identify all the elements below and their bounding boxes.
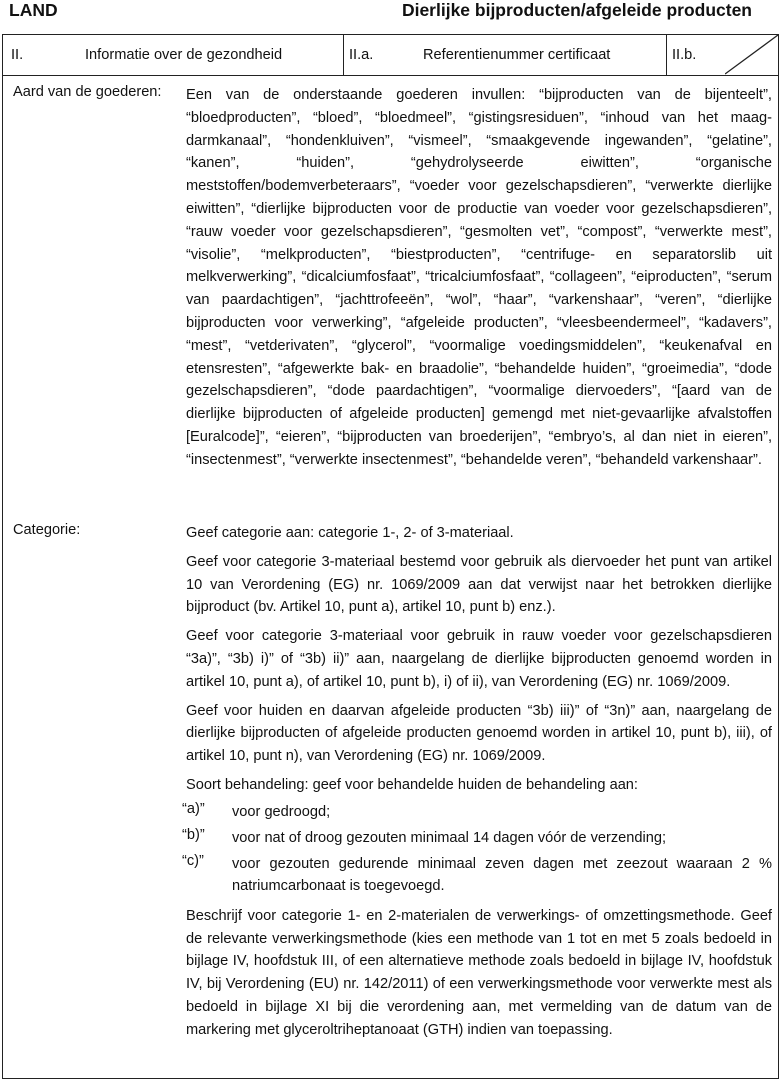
section-divider xyxy=(666,35,667,75)
sub-b-number: II.b. xyxy=(672,47,697,63)
categorie-label: Categorie: xyxy=(13,522,81,538)
content-box xyxy=(2,76,779,1079)
treatment-item xyxy=(182,826,772,853)
diagonal-strike xyxy=(725,35,778,75)
document-title: Dierlijke bijproducten/afgeleide producten xyxy=(401,0,752,20)
sub-a-number: II.a. xyxy=(349,47,374,63)
treatment-intro: Soort behandeling: geef voor behandelde huiden de behandeling aan: xyxy=(186,776,638,793)
categorie-paragraph: Geef voor categorie 3-materiaal voor gebruik in rauw voeder voor gezelschapsdieren “3a)”, “3b) i)” of “3b) ii)” aan, naargelang de dierlijke bijproducten genoemd worden in artikel 10, punt a), of artikel 10, punt b), i) of ii), van Verordening (EG) nr. 1069/2009. xyxy=(186,628,772,690)
treatment-item xyxy=(182,800,772,827)
treatment-key: “a)” xyxy=(182,800,205,817)
section-number: II. xyxy=(11,47,24,63)
country-heading: LAND xyxy=(9,0,58,20)
treatment-key: “b)” xyxy=(182,826,205,843)
categorie-paragraph: Geef voor categorie 3-materiaal bestemd voor gebruik als diervoeder het punt van artikel 10 van Verordening (EG) nr. 1069/2009 aan dat verwijst naar het betrokken dierlijke bijproduct (bv. Artikel 10, punt a), artikel 10, punt b) enz.). xyxy=(186,553,772,616)
method-paragraph: Beschrijf voor categorie 1- en 2-materialen de verwerkings- of omzettingsmethode. Geef de relevante verwerkingsmethode (kies een methode van 1 tot en met 5 zoals bedoeld in bijlage IV, hoofdstuk III, of een alternatieve methode zoals bedoeld in bijlage IV, hoofdstuk IV, bij Verordening (EU) nr. 142/2011) of een verwerkingsmethode voor verwerkte mest als bedoeld in bijlage XI bij die verordening aan, met vermelding van de datum van de markering met glyceroltriheptanoaat (GTH) indien van toepassing. xyxy=(186,907,772,1038)
categorie-paragraph: Geef voor huiden en daarvan afgeleide producten “3b) iii)” of “3n)” aan, naargelang de dierlijke bijproducten of afgeleide producten genoemd worden in artikel 10, punt b), iii), of artikel 10, punt n), van Verordening (EG) nr. 1069/2009. xyxy=(186,702,772,765)
section-bar xyxy=(2,34,779,76)
treatment-text: voor nat of droog gezouten minimaal 14 dagen vóór de verzending; xyxy=(232,829,667,846)
treatment-key: “c)” xyxy=(182,852,204,869)
aard-label: Aard van de goederen: xyxy=(13,84,162,100)
treatment-text: voor gedroogd; xyxy=(232,803,331,820)
section-label: Informatie over de gezondheid xyxy=(85,47,283,63)
treatment-text: voor gezouten gedurende minimaal zeven dagen met zeezout waaraan 2 % natriumcarbonaat is toegevoegd. xyxy=(232,855,772,894)
sub-a-label: Referentienummer certificaat xyxy=(423,47,611,63)
treatment-item xyxy=(182,852,772,899)
section-divider xyxy=(343,35,344,75)
aard-text: Een van de onderstaande goederen invullen: “bijproducten van de bijenteelt”, “bloedproducten”, “bloed”, “bloedmeel”, “gistingsresiduen”, “inhoud van het maag-darmkanaal”, “hondenkluiven”, “vismeel”, “smaakgevende ingewanden”, “gelatine”, “kanen”, “huiden”, “gehydrolyseerde eiwitten”, “organische meststoffen/bodemverbeteraars”, “voeder voor gezelschapsdieren”, “verwerkte dierlijke eiwitten”, “dierlijke bijproducten voor de productie van voeder voor gezelschapsdieren”, “rauw voeder voor gezelschapsdieren”, “gesmolten vet”, “compost”, “verwerkte mest”, “visolie”, “melkproducten”, “biestproducten”, “centrifuge- en separatorslib uit melkverwerking”, “dicalciumfosfaat”, “tricalciumfosfaat”, “collageen”, “eiproducten”, “serum van paardachtigen”, “jachttrofeeën”, “wol”, “haar”, “varkenshaar”, “veren”, “dierlijke bijproducten voor verwerking”, “afgeleide producten”, “vleesbeendermeel”, “kadavers”, “mest”, “vetderivaten”, “glycerol”, “voormalige voedingsmiddelen”, “keukenafval en etensresten”, “afgewerkte bak- en braadolie”, “behandelde huiden”, “groeimedia”, “dode gezelschapsdieren”, “dode paardachtigen”, “voormalige diervoeders”, “[aard van de dierlijke bijproducten of afgeleide producten] gemengd met niet-gevaarlijke afvalstoffen [Euralcode]”, “eieren”, “bijproducten van broederijen”, “embryo’s, al dan niet in eieren”, “insectenmest”, “verwerkte insectenmest”, “behandelde veren”, “behandeld varkenshaar”. xyxy=(186,87,772,468)
categorie-intro: Geef categorie aan: categorie 1-, 2- of 3-materiaal. xyxy=(186,525,514,541)
